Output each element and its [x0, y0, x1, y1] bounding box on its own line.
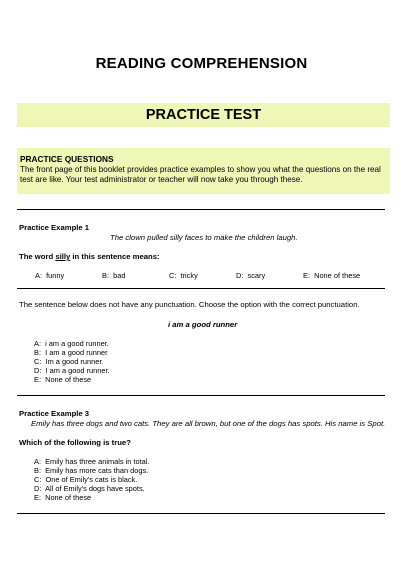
option-key: C: [34, 357, 40, 367]
option-key: E: [34, 375, 39, 385]
example-1-sentence: The clown pulled silly faces to make the children laugh.: [110, 233, 298, 242]
option-c[interactable]: C: Im a good runner.: [34, 357, 104, 367]
option-b[interactable]: B: Emily has more cats than dogs.: [34, 466, 149, 476]
practice-test-banner: PRACTICE TEST: [17, 103, 390, 127]
option-key: B: [34, 348, 39, 358]
option-e[interactable]: E: None of these: [303, 271, 361, 280]
intro-line-2: test are like. Your test administrator or teacher will now take you through these.: [20, 175, 303, 184]
option-d[interactable]: D: All of Emily's dogs have spots.: [34, 484, 145, 494]
option-key: C: [34, 475, 40, 485]
question-keyword: silly: [55, 252, 71, 261]
option-text: scary: [247, 271, 266, 280]
example-3-options: [34, 457, 149, 502]
option-text: funny: [46, 271, 65, 280]
example-3-label: Practice Example 3: [19, 409, 90, 418]
intro-heading: PRACTICE QUESTIONS: [20, 154, 114, 164]
question-text: in this sentence means:: [70, 252, 160, 261]
option-e[interactable]: E: None of these: [34, 493, 92, 503]
section-divider: [17, 288, 385, 289]
option-a[interactable]: A: i am a good runner.: [34, 339, 109, 348]
page-title: READING COMPREHENSION: [95, 55, 308, 72]
option-e[interactable]: E: None of these: [34, 375, 92, 385]
example-3-question: Which of the following is true?: [19, 438, 131, 447]
option-text: tricky: [180, 271, 198, 280]
option-key: B: [34, 466, 39, 476]
option-d[interactable]: D: scary: [236, 271, 266, 280]
option-key: B: [102, 271, 107, 280]
option-text: None of these: [45, 375, 92, 385]
option-text: All of Emily's dogs have spots.: [45, 484, 145, 494]
question-text: The word: [19, 252, 56, 261]
option-c[interactable]: C: tricky: [169, 271, 198, 280]
option-key: E: [303, 271, 308, 280]
example-2-options: [34, 339, 110, 384]
section-divider: [17, 513, 385, 514]
intro-line-1: The front page of this booklet provides practice examples to show you what the questions on the real: [20, 165, 381, 174]
example-1-question: [19, 252, 160, 261]
intro-box: [17, 148, 390, 194]
example-2-instruction: The sentence below does not have any punctuation. Choose the option with the correct punctuation.: [19, 300, 360, 309]
option-d[interactable]: D: I am a good runner.: [34, 366, 110, 376]
option-text: I am a good runner: [45, 348, 108, 358]
option-text: One of Emily's cats is black.: [45, 475, 138, 485]
option-b[interactable]: B: I am a good runner: [34, 348, 108, 358]
option-key: D: [34, 366, 40, 376]
option-key: D: [34, 484, 40, 494]
option-text: Im a good runner.: [45, 357, 104, 367]
option-key: D: [236, 271, 242, 280]
option-key: A: [34, 339, 39, 348]
option-text: i am a good runner.: [45, 339, 109, 348]
option-a[interactable]: A: funny: [35, 271, 65, 280]
option-key: A: [34, 457, 39, 466]
option-key: C: [169, 271, 175, 280]
option-key: E: [34, 493, 39, 503]
option-key: A: [35, 271, 40, 280]
option-text: Emily has more cats than dogs.: [45, 466, 149, 476]
option-b[interactable]: B: bad: [102, 271, 126, 280]
option-text: I am a good runner.: [45, 366, 110, 376]
example-2-sentence: i am a good runner: [168, 320, 238, 329]
section-divider: [17, 395, 385, 396]
option-text: Emily has three animals in total.: [45, 457, 150, 466]
option-a[interactable]: A: Emily has three animals in total.: [34, 457, 150, 466]
option-text: None of these: [314, 271, 361, 280]
section-divider: [17, 209, 385, 210]
option-c[interactable]: C: One of Emily's cats is black.: [34, 475, 138, 485]
example-3-passage: Emily has three dogs and two cats. They are all brown, but one of the dogs has spots. His name is Spot.: [31, 419, 386, 428]
option-text: None of these: [45, 493, 92, 503]
option-text: bad: [113, 271, 126, 280]
example-1-label: Practice Example 1: [19, 223, 90, 232]
